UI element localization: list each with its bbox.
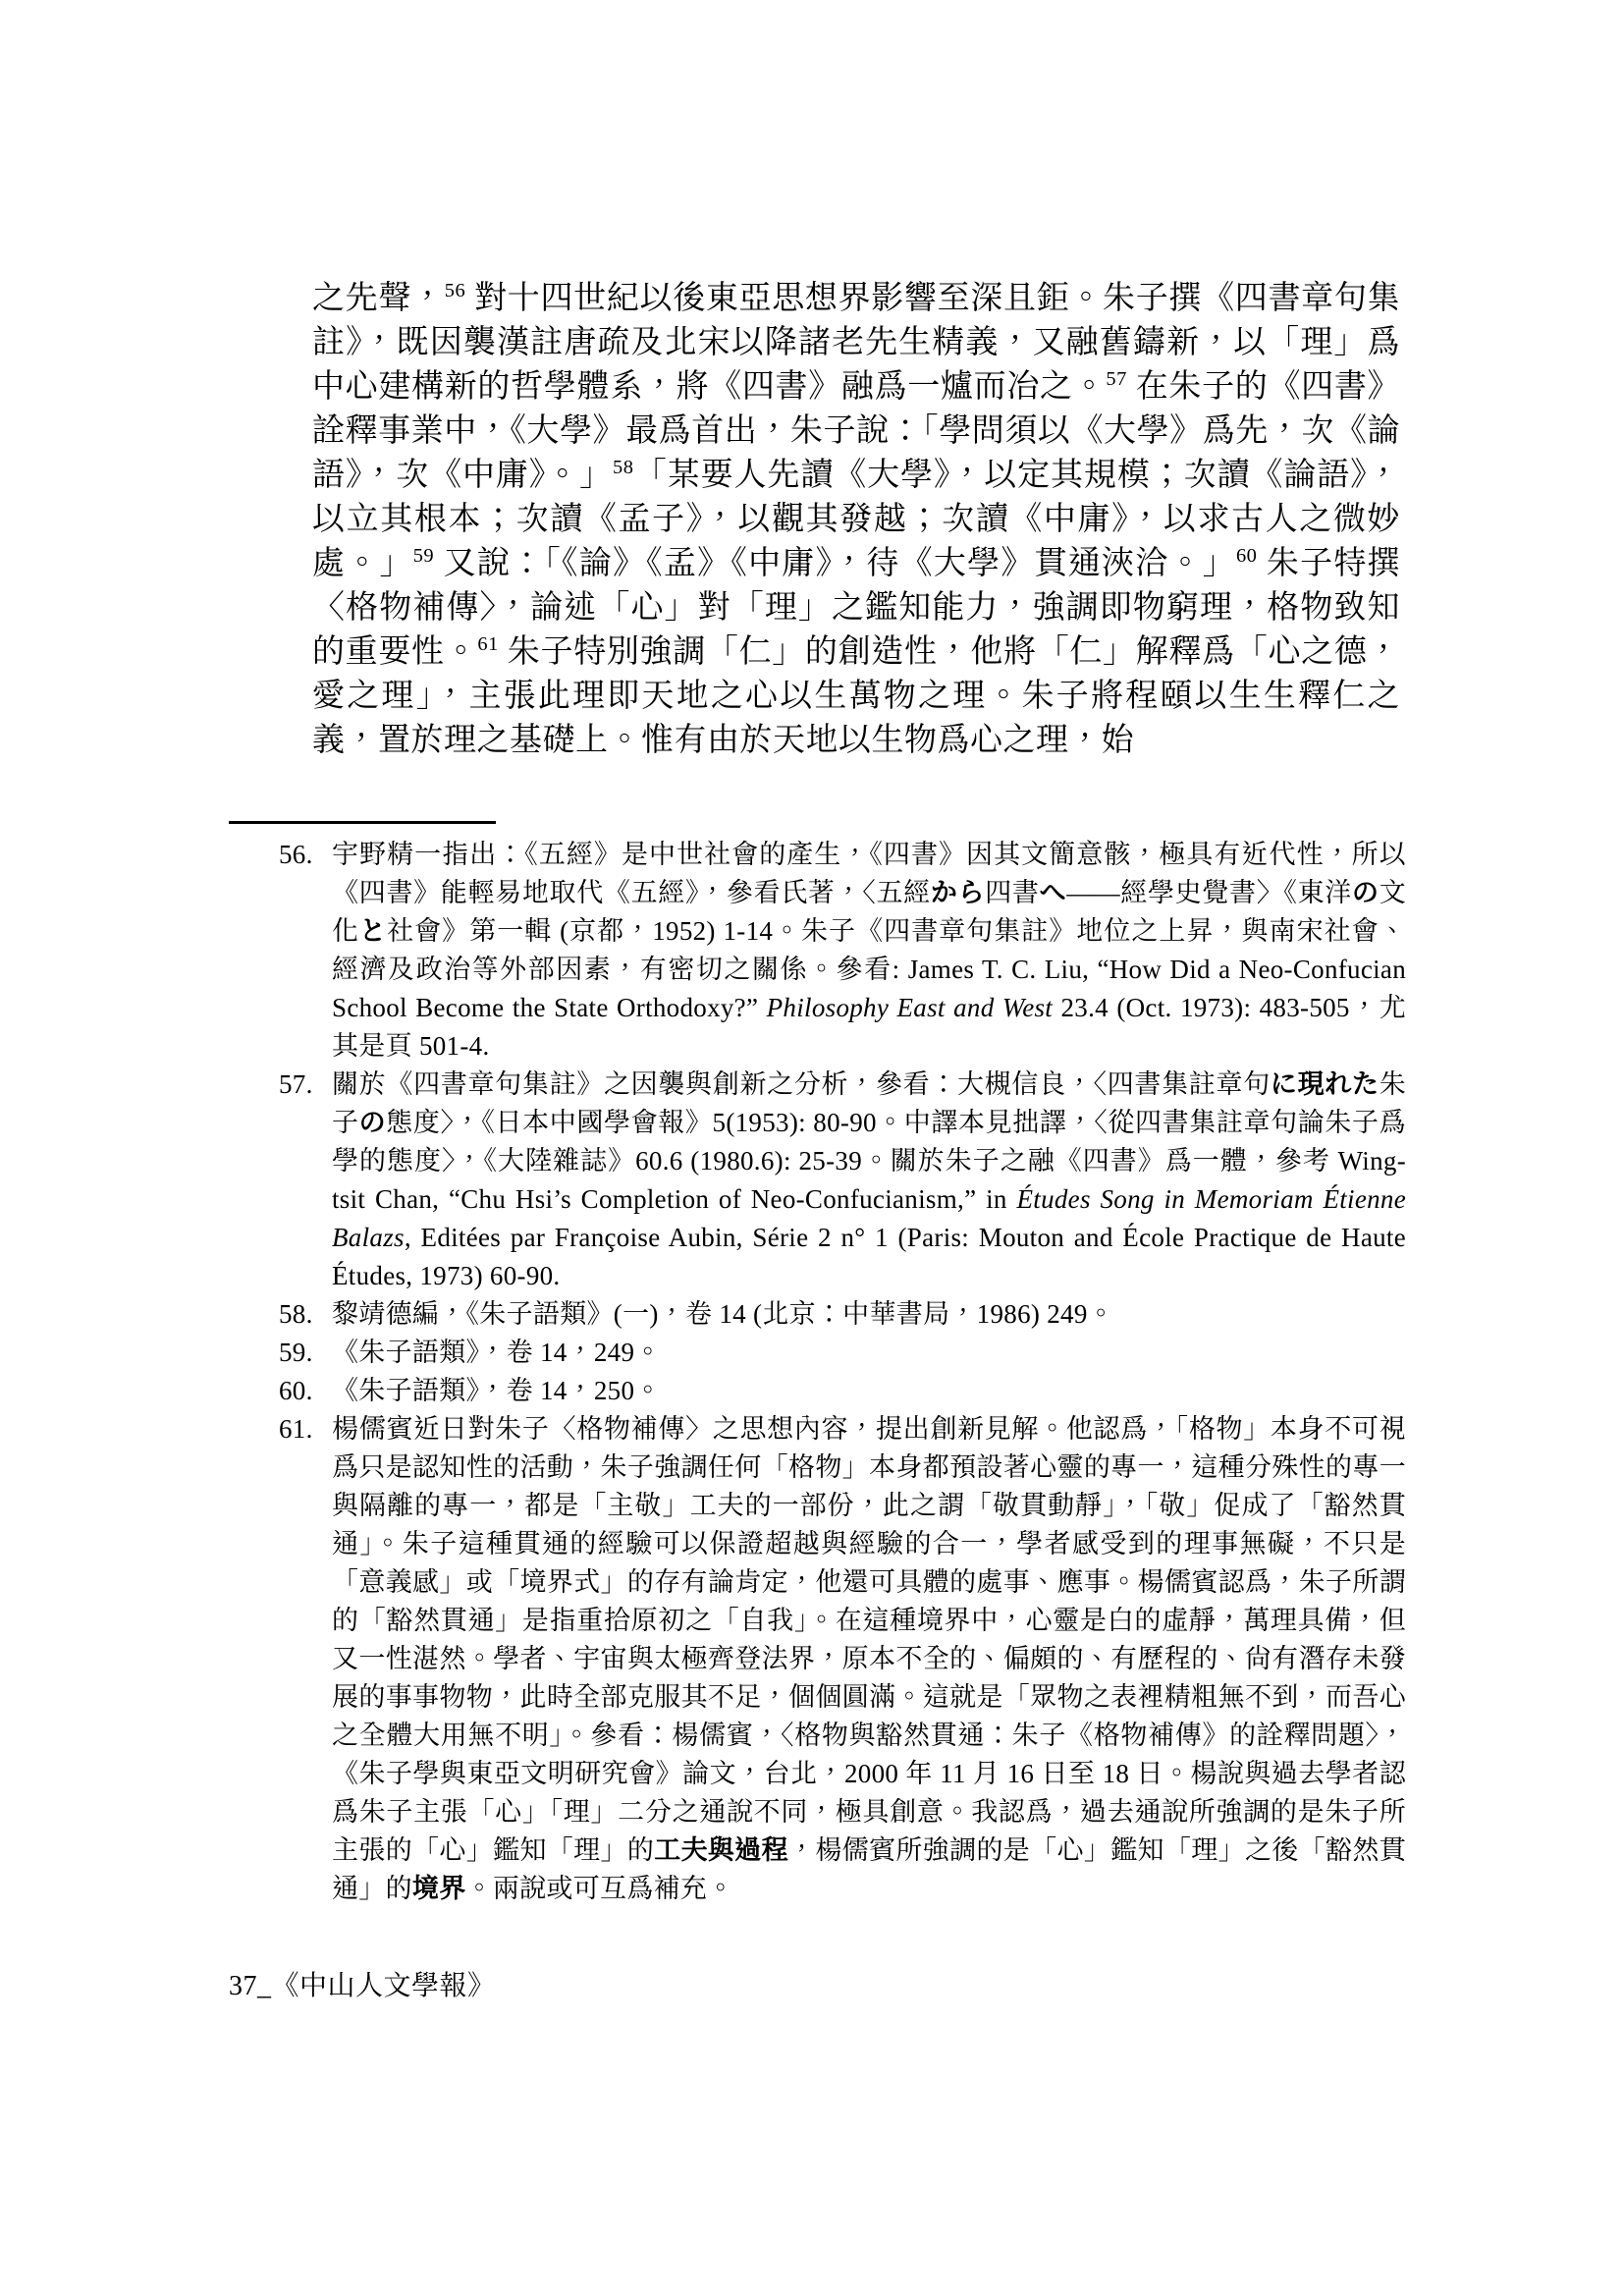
footnote-separator (229, 821, 496, 824)
footnote-number: 56. (279, 840, 313, 869)
footnote-57 (279, 1066, 1406, 1295)
footnote-number: 60. (279, 1376, 313, 1405)
footnote-58 (279, 1295, 1406, 1334)
footnote-number: 61. (279, 1414, 313, 1444)
footnote-number: 59. (279, 1338, 313, 1367)
footnote-text: 《朱子語類》，卷 14，250。 (332, 1376, 662, 1405)
footnote-text: 黎靖德編，《朱子語類》(一)，卷 14 (北京：中華書局，1986) 249。 (332, 1299, 1114, 1329)
footnote-number: 57. (279, 1069, 313, 1099)
footnote-56 (279, 836, 1406, 1066)
page-footer: 37_《中山人文學報》 (229, 1971, 496, 2001)
footnote-text: 《朱子語類》，卷 14，249。 (332, 1338, 662, 1367)
body-paragraph: 之先聲，$^{56}$ 對十四世紀以後東亞思想界影響至深且鉅。朱子撰《四書章句集註》，既因襲漢註唐疏及北宋以降諸老先生精義，又融舊鑄新，以「理」爲中心建構新的哲學體系，將《四書》融爲一爐而冶之。$^{57}$ 在朱子的《四書》詮釋事業中，《大學》最爲首出，朱子說：「學問須以《大學》爲先，次《論語》，次《中庸》。」$^{58}$「某要人先讀《大學》，以定其規模；次讀《論語》，以立其根本；次讀《孟子》，以觀其發越；次讀《中庸》，以求古人之微妙處。」$^{59}$ 又說：「《論》《孟》《中庸》，待《大學》貫通浹洽。」$^{60}$ 朱子特撰〈格物補傳〉，論述「心」對「理」之鑑知能力，強調即物窮理，格物致知的重要性。$^{61}$ 朱子特別強調「仁」的創造性，他將「仁」解釋爲「心之德，愛之理」，主張此理即天地之心以生萬物之理。朱子將程頤以生生釋仁之義，置於理之基礎上。惟有由於天地以生物爲心之理，始 (312, 280, 1401, 758)
footnote-60 (279, 1372, 1406, 1410)
footnote-text: 楊儒賓近日對朱子〈格物補傳〉之思想內容，提出創新見解。他認爲，「格物」本身不可視爲只是認知性的活動，朱子強調任何「格物」本身都預設著心靈的專一，這種分殊性的專一與隔離的專一，都是「主敬」工夫的一部份，此之謂「敬貫動靜」，「敬」促成了「豁然貫通」。朱子這種貫通的經驗可以保證超越與經驗的合一，學者感受到的理事無礙，不只是「意義感」或「境界式」的存有論肯定，他還可具體的處事、應事。楊儒賓認爲，朱子所謂的「豁然貫通」是指重拾原初之「自我」。在這種境界中，心靈是白的虛靜，萬理具備，但又一性湛然。學者、宇宙與太極齊登法界，原本不全的、偏頗的、有歷程的、尙有潛存未發展的事事物物，此時全部克服其不足，個個圓滿。這就是「眾物之表裡精粗無不到，而吾心之全體大用無不明」。參看：楊儒賓，〈格物與豁然貫通：朱子《格物補傳》的詮釋問題〉，《朱子學與東亞文明研究會》論文，台北，2000 年 11 月 16 日至 18 日。楊說與過去學者認爲朱子主張「心」「理」二分之通說不同，極具創意。我認爲，過去通說所強調的是朱子所主張的「心」鑑知「理」的工夫與過程，楊儒賓所強調的是「心」鑑知「理」之後「豁然貫通」的境界。兩說或可互爲補充。 (332, 1414, 1407, 1903)
footnote-59 (279, 1334, 1406, 1372)
footnote-text: 宇野精一指出：《五經》是中世社會的產生，《四書》因其文簡意骸，極具有近代性，所以《四書》能輕易地取代《五經》，參看氏著，〈五經から四書へ——經學史覺書〉《東洋の文化と社會》第一輯 (京都，1952) 1-14。朱子《四書章句集註》地位之上昇，與南宋社會、經濟及政治等外部因素，有密切之關係。參看: James T. C. Liu, “How Did a Neo-Confucian School Become the State Orthodoxy?” Philosophy East and West 23.4 (Oct. 1973): 483-505，尤其是頁 501-4. (332, 840, 1407, 1061)
footnotes-section (279, 836, 1406, 1908)
footnote-61 (279, 1410, 1406, 1908)
footnote-number: 58. (279, 1299, 313, 1329)
footnote-text: 關於《四書章句集註》之因襲與創新之分析，參看：大槻信良，〈四書集註章句に現れた朱子の態度〉，《日本中國學會報》5(1953): 80-90。中譯本見拙譯，〈從四書集註章句論朱子爲學的態度〉，《大陸雜誌》60.6 (1980.6): 25-39。關於朱子之融《四書》爲一體，參考 Wing-tsit Chan, “Chu Hsi’s Completion of Neo-Confucianism,” in Études Song in Memoriam Étienne Balazs, Editées par Françoise Aubin, Série 2 n° 1 (Paris: Mouton and École Practique de Haute Études, 1973) 60-90. (332, 1069, 1407, 1290)
